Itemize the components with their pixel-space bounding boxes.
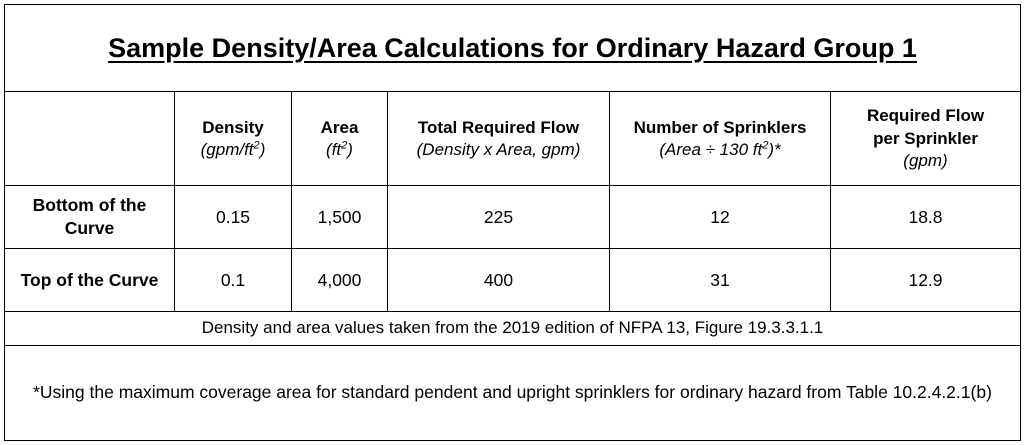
header-empty	[5, 92, 175, 185]
header-density-unit: $(gpm/ft^2)$	[200, 138, 266, 159]
density-value: 0.1	[175, 249, 292, 312]
header-total-flow-label: Total Required Flow	[417, 117, 580, 137]
table-row	[5, 185, 1021, 248]
total-flow-value: 400	[388, 249, 610, 312]
header-sprinklers-label: Number of Sprinklers	[633, 117, 807, 137]
density-area-table	[4, 4, 1021, 441]
sprinklers-value: 31	[610, 249, 831, 312]
row-label: Bottom of the Curve	[5, 185, 175, 248]
source-note-row	[5, 312, 1021, 345]
flow-per-sprinkler-value: 12.9	[831, 249, 1021, 312]
header-area	[292, 92, 388, 185]
total-flow-value: 225	[388, 185, 610, 248]
header-area-label: Area	[320, 117, 359, 137]
header-flow-per-sprinkler-unit: (gpm)	[903, 150, 948, 170]
sprinklers-value: 12	[610, 185, 831, 248]
header-sprinklers-unit: (Area ÷ 130 $ft^2)*$	[659, 138, 781, 159]
header-density-label: Density	[202, 117, 264, 137]
header-density	[175, 92, 292, 185]
header-total-flow	[388, 92, 610, 185]
header-flow-per-sprinkler-label: Required Flow per Sprinkler	[866, 106, 985, 148]
header-sprinklers	[610, 92, 831, 185]
header-area-unit: $(ft^2)$	[326, 138, 353, 159]
source-note: Density and area values taken from the 2019 edition of NFPA 13, Figure 19.3.3.1.1	[5, 312, 1021, 345]
header-total-flow-unit: (Density x Area, gpm)	[416, 139, 581, 159]
area-value: 4,000	[292, 249, 388, 312]
header-flow-per-sprinkler	[831, 92, 1021, 185]
density-value: 0.15	[175, 185, 292, 248]
flow-per-sprinkler-value: 18.8	[831, 185, 1021, 248]
table-title: Sample Density/Area Calculations for Ordinary Hazard Group 1	[108, 32, 917, 63]
table-row	[5, 249, 1021, 312]
footnote-row	[5, 345, 1021, 440]
title-cell	[5, 5, 1021, 92]
area-value: 1,500	[292, 185, 388, 248]
footnote: *Using the maximum coverage area for standard pendent and upright sprinklers for ordinary hazard from Table 10.2.4.2.1(b)	[5, 345, 1021, 440]
row-label: Top of the Curve	[5, 249, 175, 312]
header-row	[5, 92, 1021, 185]
